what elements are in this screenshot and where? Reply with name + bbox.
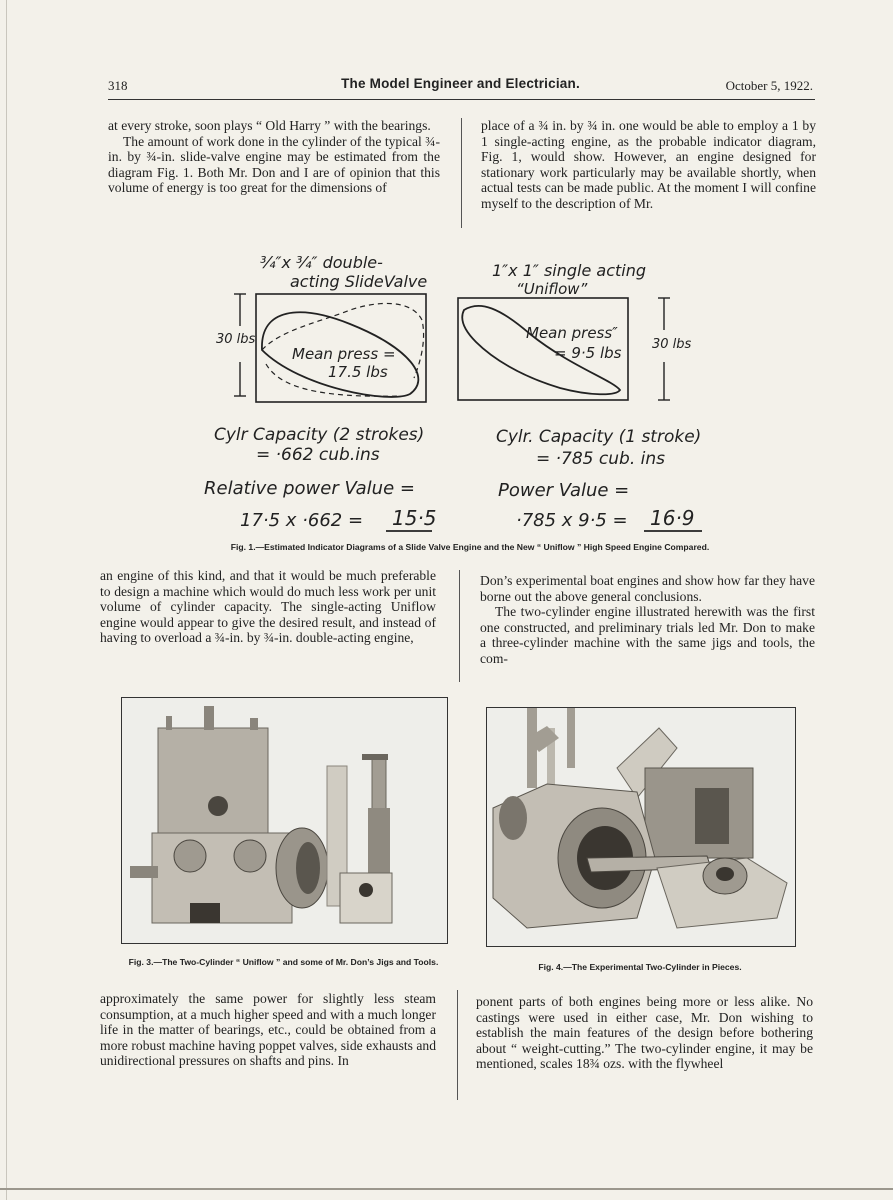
column-bottom-right xyxy=(476,994,813,1072)
figure-4-caption: Fig. 4.—The Experimental Two-Cylinder in Pieces. xyxy=(538,962,742,972)
column-divider xyxy=(459,570,460,682)
left-title-line-2: acting SlideValve xyxy=(290,272,428,291)
left-mean-pressure-label: Mean press = xyxy=(292,345,396,363)
column-bottom-left xyxy=(100,991,436,1069)
column-top-left xyxy=(108,118,440,196)
right-power-calculation: ·785 x 9·5 = xyxy=(516,510,628,531)
left-title-line-1: ¾″x ¾″ double- xyxy=(260,253,383,272)
page-header xyxy=(108,76,813,98)
left-power-result: 15·5 xyxy=(392,506,437,530)
paragraph: place of a ¾ in. by ¾ in. one would be able to employ a 1 by 1 single-acting engine, as the probable indicator diagram, Fig. 1, would show. However, an engine designed for stationary work particularly may be available shortly, when actual tests can be made public. At the moment I will confine myself to the description of Mr. xyxy=(481,118,816,211)
left-capacity-value: = ·662 cub.ins xyxy=(256,445,380,465)
page-edge-bottom xyxy=(0,1188,893,1190)
figure-3-photo xyxy=(121,697,448,944)
paragraph: Don’s experimental boat engines and show how far they have borne out the above general conclusions. xyxy=(480,573,815,604)
figure-1-caption: Fig. 1.—Estimated Indicator Diagrams of a Slide Valve Engine and the New “ Uniflow ” High Speed Engine Compared. xyxy=(230,542,710,552)
right-pressure-scale: 30 lbs xyxy=(652,337,692,352)
column-middle-left xyxy=(100,568,436,646)
column-top-right xyxy=(481,118,816,211)
header-rule xyxy=(108,99,815,100)
left-power-calculation: 17·5 x ·662 = xyxy=(240,510,364,531)
page-edge-left xyxy=(6,0,7,1200)
right-power-result: 16·9 xyxy=(650,506,695,530)
paragraph: at every stroke, soon plays “ Old Harry ” with the bearings. xyxy=(108,118,431,133)
paragraph: The two-cylinder engine illustrated herewith was the first one constructed, and preliminary trials led Mr. Don to make a three-cylinder machine with the same jigs and tools, the com- xyxy=(480,604,815,666)
paragraph: approximately the same power for slightly less steam consumption, at a much higher speed and with a much longer life in the matter of bearings, etc., could be obtained from a more robust machine having poppet valves, side exhausts and unidirectional pressures on shafts and pins. In xyxy=(100,991,436,1068)
right-title-line-2: “Uniflow” xyxy=(516,280,588,298)
figure-4-photo xyxy=(486,707,796,947)
journal-title: The Model Engineer and Electrician. xyxy=(341,76,580,91)
column-divider xyxy=(457,990,458,1100)
left-pressure-scale: 30 lbs xyxy=(216,332,256,347)
left-mean-pressure-value: 17.5 lbs xyxy=(328,363,388,381)
page-number: 318 xyxy=(108,78,128,93)
left-capacity-label: Cylr Capacity (2 strokes) xyxy=(214,425,425,445)
paragraph: The amount of work done in the cylinder of the typical ¾-in. by ¾-in. slide-valve engine may be estimated from the diagram Fig. 1. Both Mr. Don and I are of opinion that this volume of energy is too great for the dimensions of xyxy=(108,133,440,195)
paragraph: an engine of this kind, and that it would be much preferable to design a machine which would do much less work per unit volume of cylinder capacity. The single-acting Uniflow engine would appear to give the desired result, and instead of having to overload a ¾-in. by ¾-in. double-acting engine, xyxy=(100,568,436,645)
right-capacity-value: = ·785 cub. ins xyxy=(536,449,665,469)
right-mean-pressure-value: = 9·5 lbs xyxy=(554,344,622,362)
figure-1-indicator-diagrams xyxy=(200,238,720,536)
left-power-label: Relative power Value = xyxy=(204,478,415,499)
column-divider xyxy=(461,118,462,228)
engine-parts-image xyxy=(487,708,795,946)
right-mean-pressure-label: Mean press″ xyxy=(526,324,618,342)
right-power-label: Power Value = xyxy=(498,480,630,501)
issue-date: October 5, 1922. xyxy=(725,78,813,93)
engine-and-jigs-image xyxy=(122,698,447,943)
paragraph: ponent parts of both engines being more or less alike. No castings were used in either case, Mr. Don wishing to establish the main features of the design before bothering about “ weight-cutting.” The two-cylinder engine, it may be mentioned, scales 18¾ ozs. with the flywheel xyxy=(476,994,813,1071)
column-middle-right xyxy=(480,573,815,666)
figure-3-caption: Fig. 3.—The Two-Cylinder “ Uniflow ” and some of Mr. Don’s Jigs and Tools. xyxy=(128,957,439,967)
right-title-line-1: 1″x 1″ single acting xyxy=(492,261,647,280)
right-capacity-label: Cylr. Capacity (1 stroke) xyxy=(496,427,702,447)
